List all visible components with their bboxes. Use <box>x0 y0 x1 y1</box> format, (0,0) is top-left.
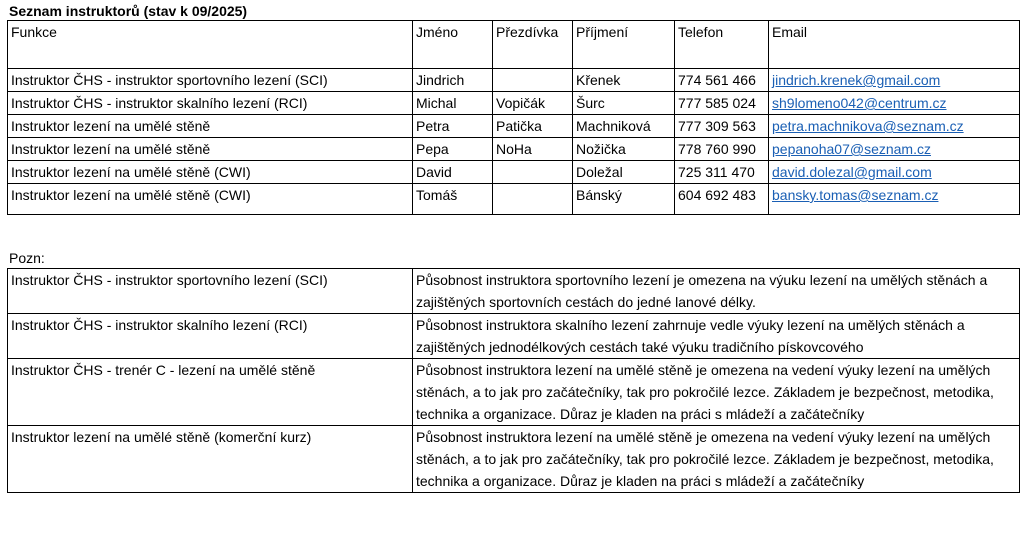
note-description: Působnost instruktora lezení na umělé stěně je omezena na vedení výuky lezení na umělých stěnách, a to jak pro začátečníky, tak pro pokročilé lezce. Základem je bezpečnost, metodika, technika a organizace. Důraz je kladen na práci s mládeží a začátečníky <box>413 426 1020 493</box>
email-link[interactable]: pepanoha07@seznam.cz <box>772 141 931 157</box>
notes-table <box>7 268 1020 493</box>
note-funkce: Instruktor ČHS - instruktor skalního lezení (RCI) <box>8 314 413 359</box>
header-prijmeni: Příjmení <box>573 21 675 69</box>
note-row <box>8 269 1020 314</box>
cell-prijmeni: Křenek <box>573 69 675 92</box>
table-row <box>8 161 1020 184</box>
cell-jmeno: David <box>413 161 493 184</box>
note-description: Působnost instruktora skalního lezení zahrnuje vedle výuky lezení na umělých stěnách a zajištěných jednodélkových cestách také výuku tradičního pískovcového <box>413 314 1020 359</box>
table-row <box>8 115 1020 138</box>
cell-prijmeni: Nožička <box>573 138 675 161</box>
email-link[interactable]: sh9lomeno042@centrum.cz <box>772 95 947 111</box>
table-row <box>8 138 1020 161</box>
cell-telefon: 777 585 024 <box>675 92 769 115</box>
header-email: Email <box>772 24 808 40</box>
note-description: Působnost instruktora sportovního lezení je omezena na výuku lezení na umělých stěnách a zajištěných sportovních cestách do jedné lanové délky. <box>413 269 1020 314</box>
note-funkce: Instruktor ČHS - instruktor sportovního lezení (SCI) <box>8 269 413 314</box>
cell-email <box>769 69 1020 92</box>
cell-email <box>769 92 1020 115</box>
table-filler-row <box>8 206 1020 215</box>
header-telefon: Telefon <box>675 21 769 69</box>
cell-email <box>769 138 1020 161</box>
cell-telefon: 778 760 990 <box>675 138 769 161</box>
cell-prijmeni: Machniková <box>573 115 675 138</box>
cell-telefon: 777 309 563 <box>675 115 769 138</box>
note-funkce: Instruktor ČHS - trenér C - lezení na umělé stěně <box>8 359 413 426</box>
cell-funkce: Instruktor lezení na umělé stěně <box>8 138 413 161</box>
cell-funkce: Instruktor ČHS - instruktor skalního lezení (RCI) <box>8 92 413 115</box>
cell-prijmeni: Doležal <box>573 161 675 184</box>
email-link[interactable]: david.dolezal@gmail.com <box>772 164 932 180</box>
cell-email <box>769 115 1020 138</box>
cell-prezdivka <box>493 184 573 207</box>
cell-telefon: 604 692 483 <box>675 184 769 207</box>
table-row <box>8 69 1020 92</box>
cell-funkce: Instruktor ČHS - instruktor sportovního lezení (SCI) <box>8 69 413 92</box>
table-row <box>8 92 1020 115</box>
note-row <box>8 314 1020 359</box>
cell-telefon: 725 311 470 <box>675 161 769 184</box>
note-description: Působnost instruktora lezení na umělé stěně je omezena na vedení výuky lezení na umělých stěnách, a to jak pro začátečníky, tak pro pokročilé lezce. Základem je bezpečnost, metodika, technika a organizace. Důraz je kladen na práci s mládeží a začátečníky <box>413 359 1020 426</box>
header-jmeno: Jméno <box>413 21 493 69</box>
cell-jmeno: Pepa <box>413 138 493 161</box>
note-funkce: Instruktor lezení na umělé stěně (komerční kurz) <box>8 426 413 493</box>
cell-jmeno: Tomáš <box>413 184 493 207</box>
cell-funkce: Instruktor lezení na umělé stěně (CWI) <box>8 184 413 207</box>
cell-prezdivka: Vopičák <box>493 92 573 115</box>
note-row <box>8 426 1020 493</box>
cell-prezdivka: NoHa <box>493 138 573 161</box>
header-funkce: Funkce <box>8 21 413 69</box>
cell-prezdivka <box>493 161 573 184</box>
cell-jmeno: Michal <box>413 92 493 115</box>
header-prezdivka: Přezdívka <box>493 21 573 69</box>
email-link[interactable]: bansky.tomas@seznam.cz <box>772 187 939 203</box>
table-header-row <box>8 21 1020 69</box>
cell-prijmeni: Šurc <box>573 92 675 115</box>
email-link[interactable]: petra.machnikova@seznam.cz <box>772 118 964 134</box>
cell-funkce: Instruktor lezení na umělé stěně <box>8 115 413 138</box>
cell-email <box>769 161 1020 184</box>
notes-label: Pozn: <box>9 250 45 266</box>
cell-prezdivka: Patička <box>493 115 573 138</box>
email-link[interactable]: jindrich.krenek@gmail.com <box>772 72 941 88</box>
page-title: Seznam instruktorů (stav k 09/2025) <box>9 3 248 19</box>
cell-prezdivka <box>493 69 573 92</box>
cell-prijmeni: Bánský <box>573 184 675 207</box>
cell-jmeno: Jindrich <box>413 69 493 92</box>
table-row <box>8 184 1020 207</box>
cell-email <box>769 184 1020 207</box>
cell-telefon: 774 561 466 <box>675 69 769 92</box>
cell-jmeno: Petra <box>413 115 493 138</box>
instructors-table <box>7 20 1020 215</box>
note-row <box>8 359 1020 426</box>
cell-funkce: Instruktor lezení na umělé stěně (CWI) <box>8 161 413 184</box>
